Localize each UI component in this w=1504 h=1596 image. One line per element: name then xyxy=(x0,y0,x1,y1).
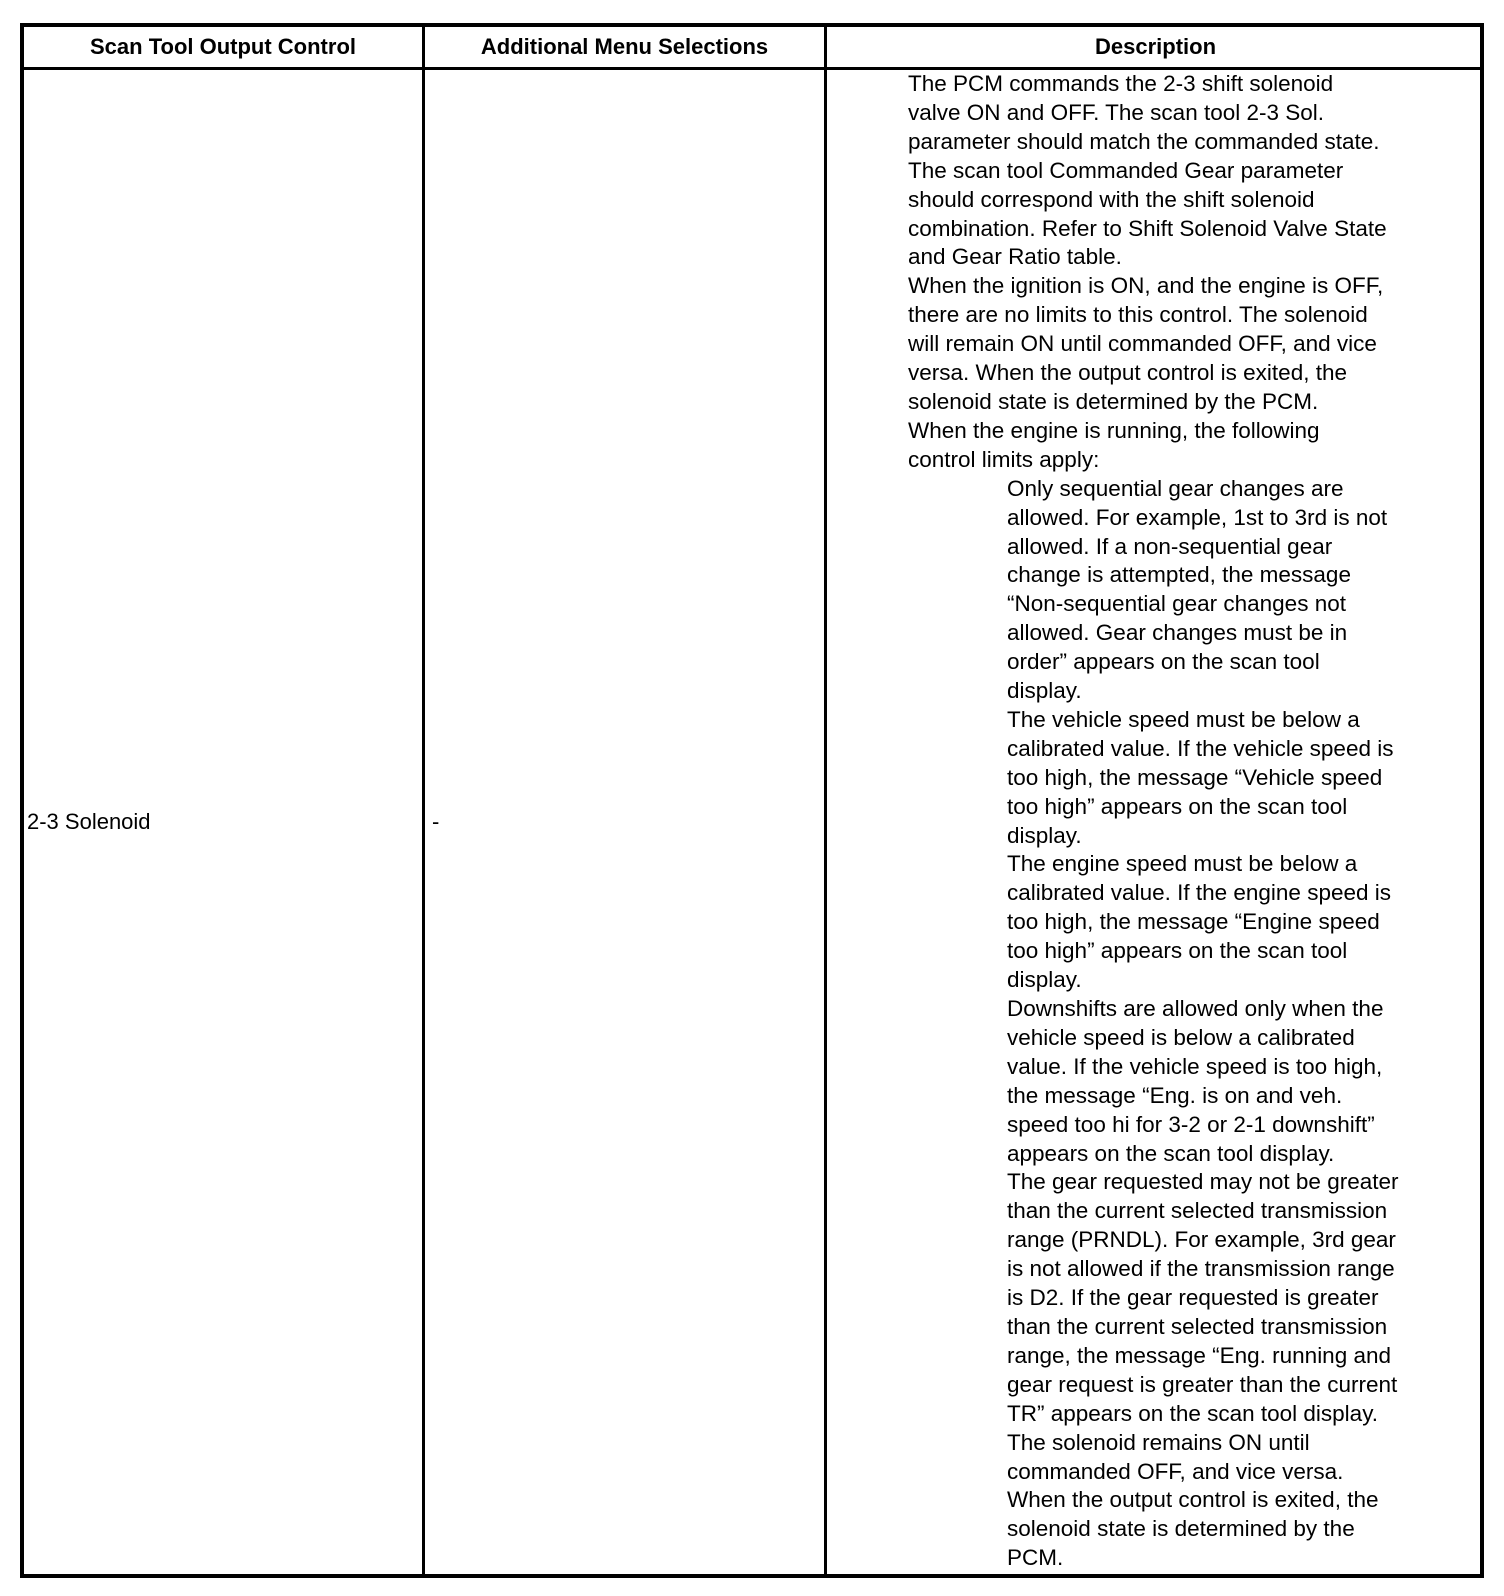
limit-line: The engine speed must be below a xyxy=(1007,851,1358,877)
limit-line: allowed. If a non-sequential gear xyxy=(1007,533,1333,559)
limit-line: too high, the message “Vehicle speed xyxy=(1007,764,1383,790)
limit-line: “Non-sequential gear changes not xyxy=(1007,591,1346,617)
limit-line: range (PRNDL). For example, 3rd gear xyxy=(1007,1227,1396,1253)
limit-line: calibrated value. If the vehicle speed is xyxy=(1007,735,1394,761)
limit-line: commanded OFF, and vice versa. xyxy=(1007,1458,1344,1484)
limit-line: gear request is greater than the current xyxy=(1007,1371,1398,1397)
limit-line: order” appears on the scan tool xyxy=(1007,649,1320,675)
description-line: combination. Refer to Shift Solenoid Valve State xyxy=(908,215,1387,241)
header-description: Description xyxy=(1094,34,1217,59)
limit-line: is D2. If the gear requested is greater xyxy=(1007,1285,1379,1311)
cell-menu-selections: - xyxy=(432,809,440,834)
limit-line: PCM. xyxy=(1007,1545,1064,1571)
limit-line: allowed. For example, 1st to 3rd is not xyxy=(1007,504,1388,530)
limit-line: appears on the scan tool display. xyxy=(1007,1140,1335,1166)
limit-line: Only sequential gear changes are xyxy=(1007,475,1344,501)
limit-line: too high” appears on the scan tool xyxy=(1007,793,1348,819)
limit-line: The gear requested may not be greater xyxy=(1007,1169,1399,1195)
description-line: The scan tool Commanded Gear parameter xyxy=(908,157,1344,183)
limit-line: than the current selected transmission xyxy=(1007,1198,1388,1224)
limit-line: display. xyxy=(1007,678,1082,704)
description-intro xyxy=(908,70,1478,475)
limit-line: value. If the vehicle speed is too high, xyxy=(1007,1053,1383,1079)
limit-line: than the current selected transmission xyxy=(1007,1313,1388,1339)
header-menu-selections: Additional Menu Selections xyxy=(480,34,769,59)
description-line: and Gear Ratio table. xyxy=(908,244,1122,270)
limit-line: display. xyxy=(1007,967,1082,993)
limit-line: calibrated value. If the engine speed is xyxy=(1007,880,1392,906)
description-line: The PCM commands the 2-3 shift solenoid xyxy=(908,71,1334,96)
description-line: valve ON and OFF. The scan tool 2-3 Sol. xyxy=(908,99,1325,125)
limit-line: the message “Eng. is on and veh. xyxy=(1007,1082,1343,1108)
limit-line: vehicle speed is below a calibrated xyxy=(1007,1024,1355,1050)
description-line: control limits apply: xyxy=(908,446,1100,472)
column-divider xyxy=(422,27,425,1574)
description-line: parameter should match the commanded state. xyxy=(908,128,1380,154)
limit-line: too high” appears on the scan tool xyxy=(1007,938,1348,964)
limit-line: display. xyxy=(1007,822,1082,848)
header-output-control: Scan Tool Output Control xyxy=(90,34,356,59)
limit-line: When the output control is exited, the xyxy=(1007,1487,1379,1513)
limit-line: is not allowed if the transmission range xyxy=(1007,1256,1395,1282)
limit-line: allowed. Gear changes must be in xyxy=(1007,620,1348,646)
limit-line: The vehicle speed must be below a xyxy=(1007,706,1360,732)
description-line: will remain ON until commanded OFF, and vice xyxy=(908,331,1377,357)
description-line: When the engine is running, the following xyxy=(908,417,1320,443)
limit-line: The solenoid remains ON until xyxy=(1007,1429,1310,1455)
limit-line: change is attempted, the message xyxy=(1007,562,1351,588)
limit-line: too high, the message “Engine speed xyxy=(1007,909,1380,935)
description-line: there are no limits to this control. The solenoid xyxy=(908,302,1368,328)
description-line: When the ignition is ON, and the engine is OFF, xyxy=(908,273,1384,299)
limit-line: solenoid state is determined by the xyxy=(1007,1516,1355,1542)
description-line: should correspond with the shift solenoid xyxy=(908,186,1315,212)
description-line: solenoid state is determined by the PCM. xyxy=(908,388,1319,414)
column-divider xyxy=(824,27,827,1574)
limit-line: range, the message “Eng. running and xyxy=(1007,1342,1392,1368)
limit-line: speed too hi for 3-2 or 2-1 downshift” xyxy=(1007,1111,1375,1137)
cell-output-control: 2-3 Solenoid xyxy=(27,809,151,834)
control-limits-list xyxy=(1007,475,1478,1573)
limit-line: Downshifts are allowed only when the xyxy=(1007,996,1384,1021)
limit-line: TR” appears on the scan tool display. xyxy=(1007,1400,1379,1426)
description-line: versa. When the output control is exited, the xyxy=(908,360,1347,386)
cell-description xyxy=(908,70,1478,1573)
